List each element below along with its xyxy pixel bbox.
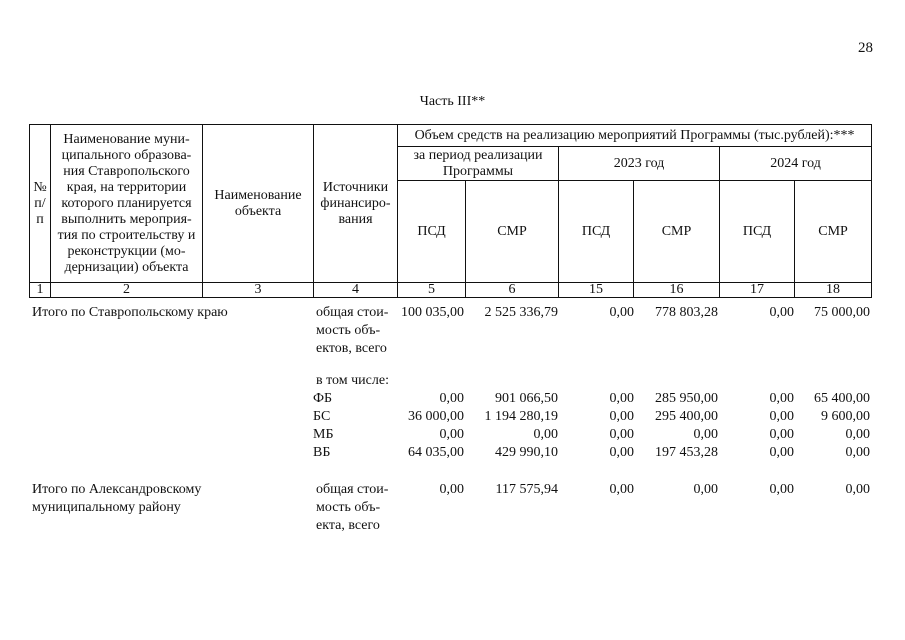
value-cell: 0,00 (693, 482, 718, 497)
column-number: 6 (466, 283, 559, 298)
value-cell: 0,00 (609, 445, 634, 460)
header-period-total: за период реализации Программы (398, 147, 559, 181)
source-label: БС (313, 409, 331, 424)
including-label: в том числе: (316, 373, 389, 388)
value-cell: 0,00 (769, 445, 794, 460)
header-psd: ПСД (398, 181, 466, 283)
value-cell: 0,00 (609, 305, 634, 320)
column-number: 15 (559, 283, 634, 298)
value-cell: 0,00 (439, 391, 464, 406)
value-cell: 295 400,00 (655, 409, 718, 424)
value-cell: 2 525 336,79 (484, 305, 558, 320)
column-number: 4 (314, 283, 398, 298)
value-cell: 778 803,28 (655, 305, 718, 320)
column-number: 18 (795, 283, 872, 298)
header-smr: СМР (634, 181, 720, 283)
header-smr: СМР (466, 181, 559, 283)
column-number: 5 (398, 283, 466, 298)
column-number: 16 (634, 283, 720, 298)
value-cell: 0,00 (533, 427, 558, 442)
header-col-municipality: Наименование муни-ципального образова-ния Ставропольского края, на территории которого планируется выполнить мероприя-тия по строительству и реконструкции (мо-дернизации) объекта (51, 125, 203, 283)
value-cell: 65 400,00 (814, 391, 870, 406)
column-number: 17 (720, 283, 795, 298)
value-cell: 1 194 280,19 (484, 409, 558, 424)
header-psd: ПСД (559, 181, 634, 283)
aleksandrovsky-total-source: общая стои-мость объ-екта, всего (316, 482, 389, 533)
header-year-2024: 2024 год (720, 147, 872, 181)
source-label: ВБ (313, 445, 331, 460)
value-cell: 0,00 (769, 409, 794, 424)
value-cell: 64 035,00 (408, 445, 464, 460)
value-cell: 0,00 (845, 482, 870, 497)
value-cell: 100 035,00 (401, 305, 464, 320)
value-cell: 0,00 (769, 482, 794, 497)
column-number: 3 (203, 283, 314, 298)
value-cell: 9 600,00 (821, 409, 870, 424)
value-cell: 429 990,10 (495, 445, 558, 460)
header-col-no: № п/п (30, 125, 51, 283)
value-cell: 901 066,50 (495, 391, 558, 406)
source-label: МБ (313, 427, 334, 442)
aleksandrovsky-total-label: Итого по Александровскому муниципальному району (32, 482, 202, 515)
value-cell: 285 950,00 (655, 391, 718, 406)
header-col-volume: Объем средств на реализацию мероприятий Программы (тыс.рублей):*** (398, 125, 872, 147)
header-psd: ПСД (720, 181, 795, 283)
value-cell: 0,00 (845, 445, 870, 460)
value-cell: 0,00 (609, 482, 634, 497)
stavropol-total-label: Итого по Ставропольскому краю (32, 305, 228, 320)
header-smr: СМР (795, 181, 872, 283)
value-cell: 0,00 (769, 391, 794, 406)
header-col-source: Источники финансиро-вания (314, 125, 398, 283)
value-cell: 36 000,00 (408, 409, 464, 424)
value-cell: 0,00 (439, 482, 464, 497)
value-cell: 197 453,28 (655, 445, 718, 460)
value-cell: 0,00 (769, 427, 794, 442)
value-cell: 0,00 (609, 409, 634, 424)
value-cell: 0,00 (609, 427, 634, 442)
value-cell: 75 000,00 (814, 305, 870, 320)
header-table (29, 124, 872, 298)
header-year-2023: 2023 год (559, 147, 720, 181)
value-cell: 0,00 (845, 427, 870, 442)
stavropol-total-source: общая стои-мость объ-ектов, всего (316, 305, 389, 356)
part-title: Часть III** (419, 94, 486, 109)
source-label: ФБ (313, 391, 333, 406)
value-cell: 0,00 (769, 305, 794, 320)
page-number: 28 (858, 40, 873, 56)
value-cell: 0,00 (609, 391, 634, 406)
header-col-object: Наименование объекта (203, 125, 314, 283)
column-number: 2 (51, 283, 203, 298)
column-number: 1 (30, 283, 51, 298)
value-cell: 0,00 (439, 427, 464, 442)
value-cell: 0,00 (693, 427, 718, 442)
value-cell: 117 575,94 (495, 482, 558, 497)
